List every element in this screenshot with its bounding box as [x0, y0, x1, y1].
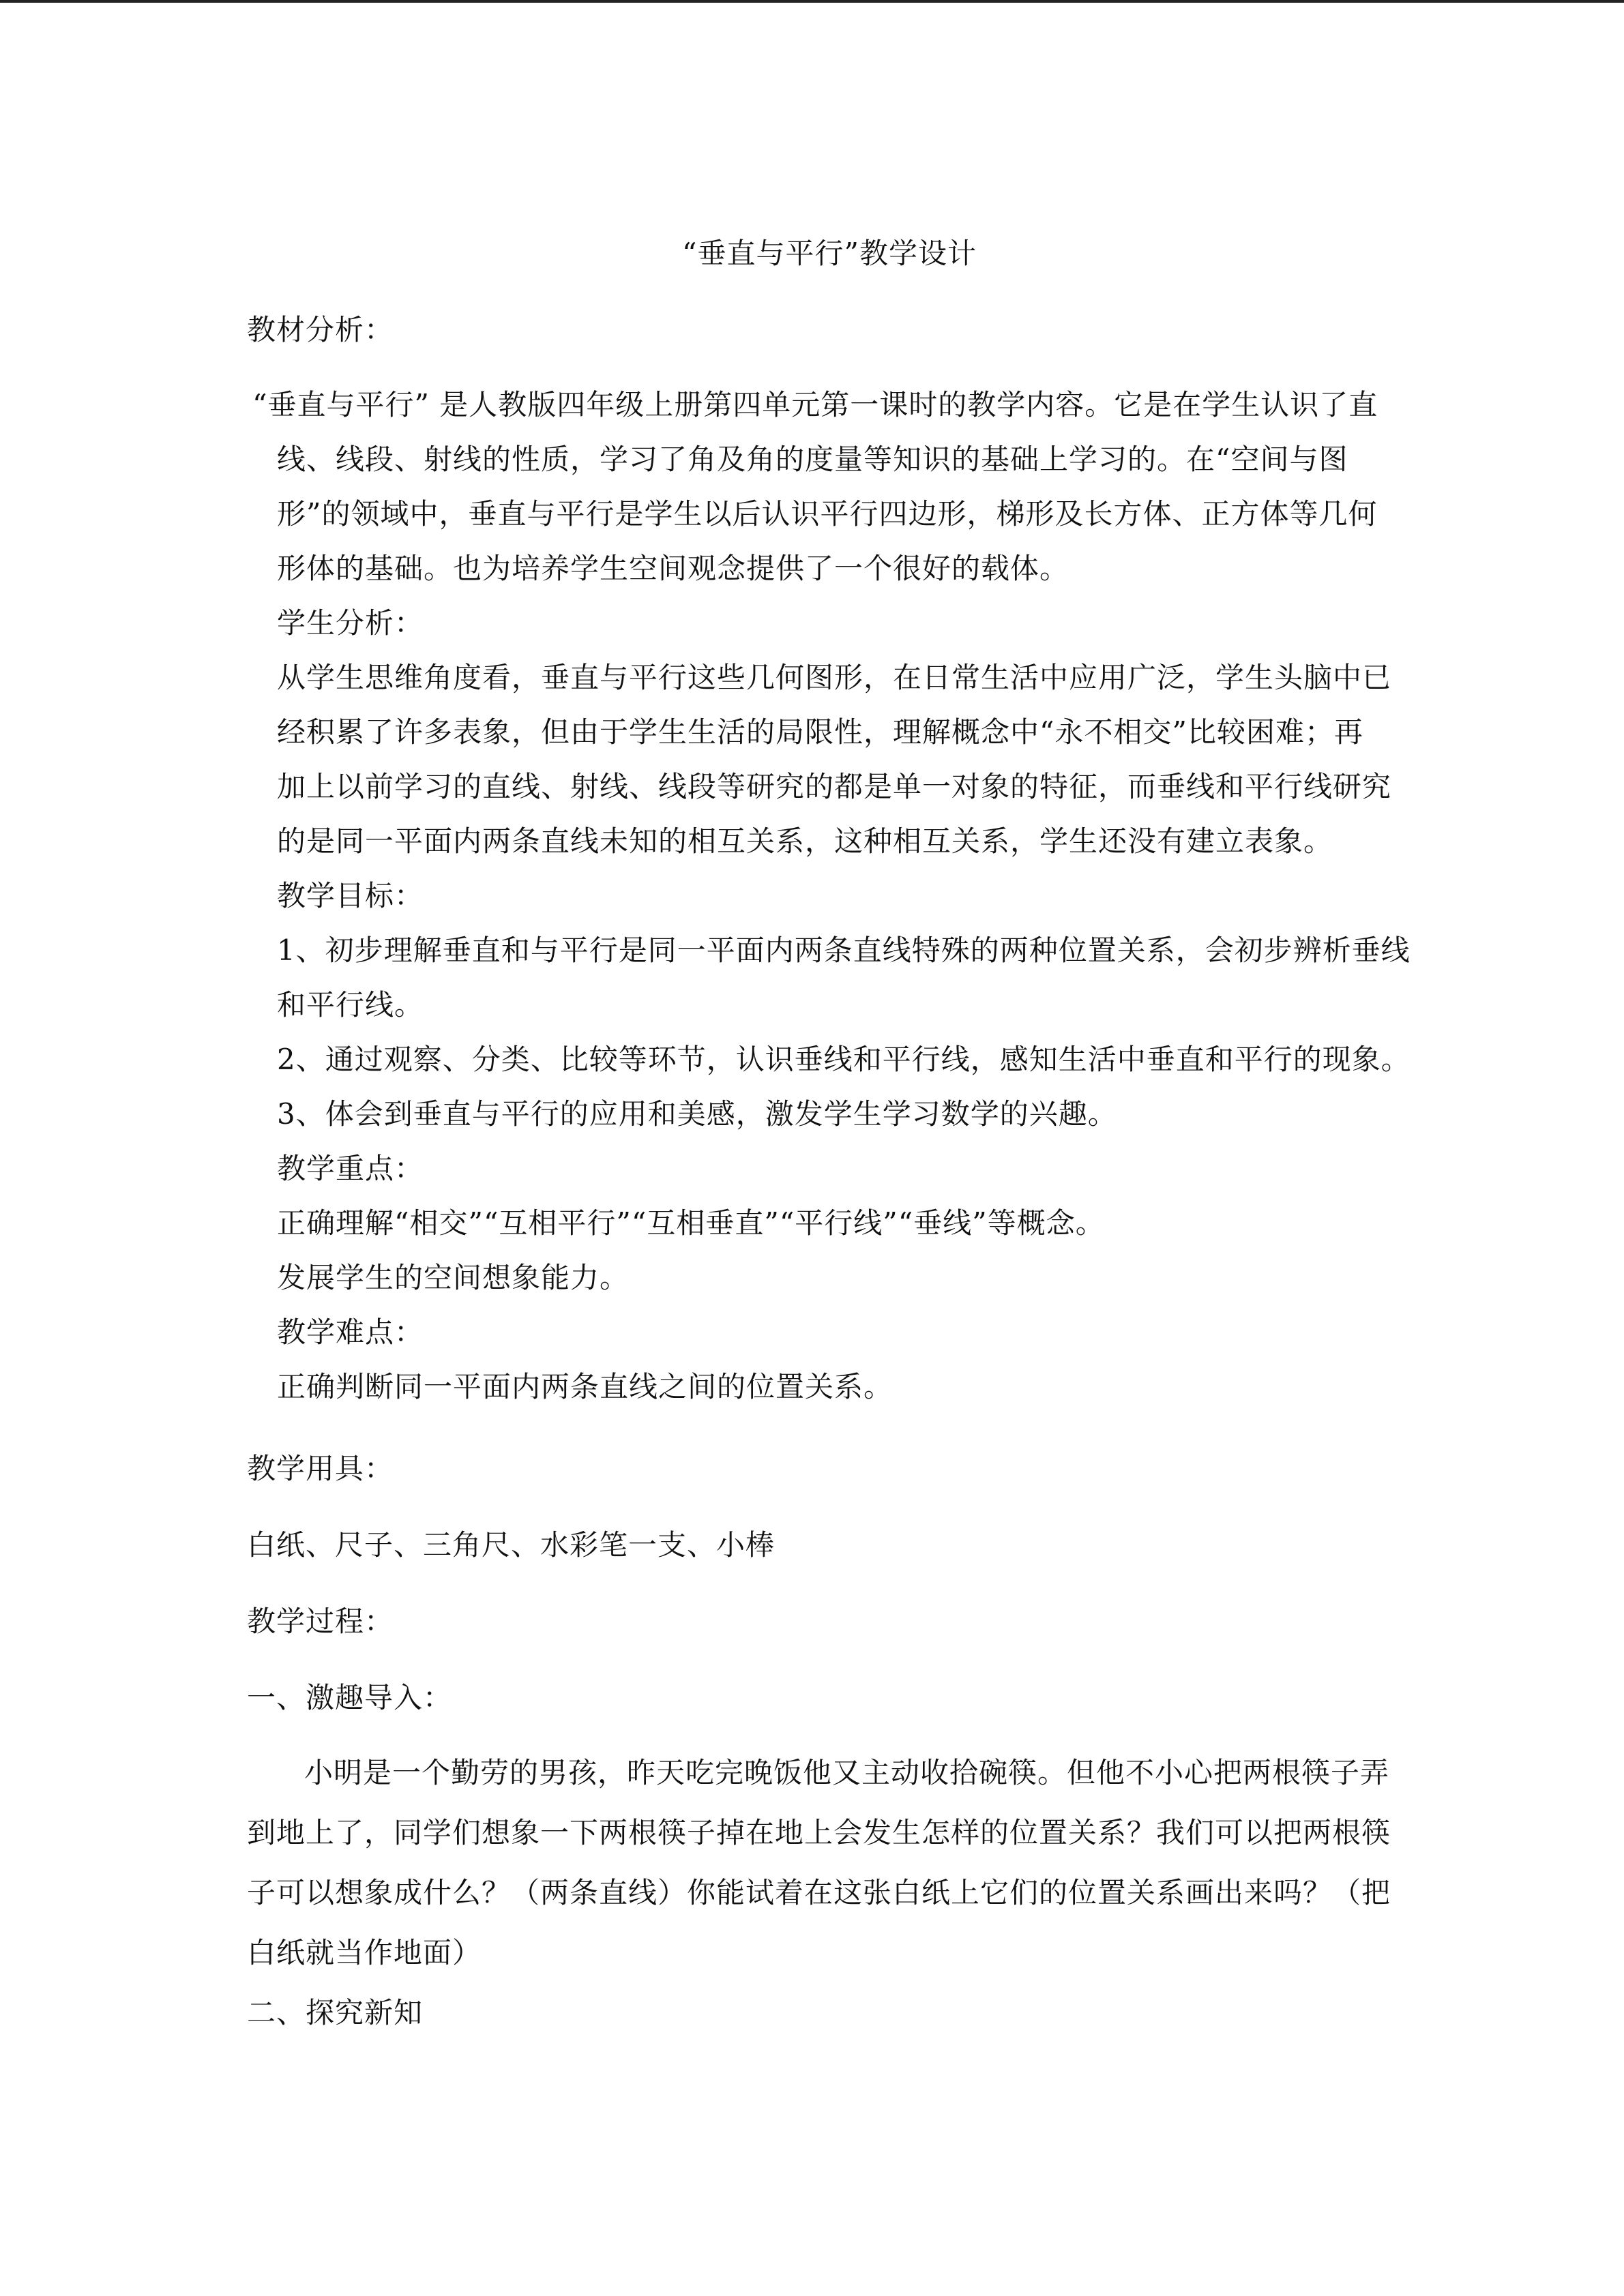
teaching-goal-item: 1、初步理解垂直和与平行是同一平面内两条直线特殊的两种位置关系，会初步辨析垂线	[277, 934, 1411, 967]
step2-heading: 二、探究新知	[247, 1996, 424, 2029]
material-analysis-line: 形”的领域中，垂直与平行是学生以后认识平行四边形，梯形及长方体、正方体等几何	[277, 497, 1378, 531]
material-analysis-line: 线、线段、射线的性质，学习了角及角的度量等知识的基础上学习的。在“空间与图	[277, 443, 1348, 476]
step1-paragraph-line: 白纸就当作地面）	[247, 1936, 482, 1969]
difficulty-item: 正确判断同一平面内两条直线之间的位置关系。	[277, 1370, 894, 1403]
student-analysis-line: 加上以前学习的直线、射线、线段等研究的都是单一对象的特征，而垂线和平行线研究	[277, 770, 1392, 803]
student-analysis-line: 经积累了许多表象，但由于学生生活的局限性，理解概念中“永不相交”比较困难；再	[277, 715, 1363, 749]
student-analysis-line: 的是同一平面内两条直线未知的相互关系，这种相互关系，学生还没有建立表象。	[277, 824, 1333, 858]
step1-paragraph-line: 到地上了，同学们想象一下两根筷子掉在地上会发生怎样的位置关系？我们可以把两根筷	[247, 1816, 1391, 1849]
material-analysis-line: 形体的基础。也为培养学生空间观念提供了一个很好的载体。	[277, 552, 1069, 585]
key-point-item: 发展学生的空间想象能力。	[277, 1261, 630, 1294]
step1-paragraph-line: 小明是一个勤劳的男孩，昨天吃完晚饭他又主动收拾碗筷。但他不小心把两根筷子弄	[304, 1756, 1390, 1789]
tools-list: 白纸、尺子、三角尺、水彩笔一支、小棒	[247, 1528, 776, 1562]
material-analysis-heading: 教材分析：	[247, 313, 394, 346]
process-heading: 教学过程：	[247, 1605, 394, 1638]
key-point-item: 正确理解“相交”“互相平行”“互相垂直”“平行线”“垂线”等概念。	[277, 1206, 1105, 1240]
difficulties-heading: 教学难点：	[277, 1315, 424, 1349]
student-analysis-heading: 学生分析：	[277, 606, 424, 640]
step1-paragraph-line: 子可以想象成什么？（两条直线）你能试着在这张白纸上它们的位置关系画出来吗？（把	[247, 1876, 1391, 1909]
teaching-goals-heading: 教学目标：	[277, 879, 424, 912]
student-analysis-line: 从学生思维角度看，垂直与平行这些几何图形，在日常生活中应用广泛，学生头脑中已	[277, 661, 1392, 694]
tools-heading: 教学用具：	[247, 1452, 394, 1485]
teaching-goal-item: 和平行线。	[277, 988, 424, 1022]
document-title: “垂直与平行”教学设计	[682, 237, 977, 270]
top-border	[0, 0, 1624, 3]
step1-heading: 一、激趣导入：	[247, 1681, 453, 1714]
key-points-heading: 教学重点：	[277, 1152, 424, 1185]
teaching-goal-item: 3、体会到垂直与平行的应用和美感，激发学生学习数学的兴趣。	[277, 1097, 1117, 1131]
teaching-goal-item: 2、通过观察、分类、比较等环节，认识垂线和平行线，感知生活中垂直和平行的现象。	[277, 1043, 1411, 1076]
material-analysis-line: “垂直与平行” 是人教版四年级上册第四单元第一课时的教学内容。它是在学生认识了直	[252, 388, 1378, 421]
